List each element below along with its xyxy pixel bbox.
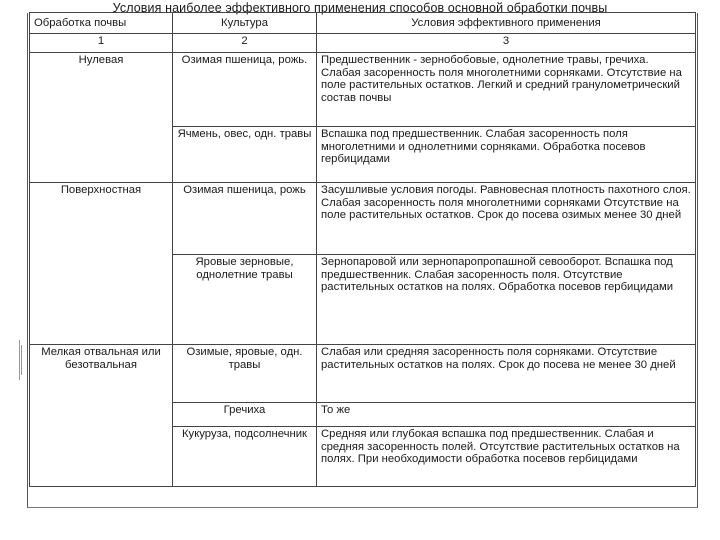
column-number-row: [30, 34, 696, 53]
crop-cell: Озимые, яровые, одн. травы: [173, 345, 317, 403]
crop-cell: Яровые зерновые, однолетние травы: [173, 255, 317, 345]
crop-cell: Гречиха: [173, 403, 317, 427]
crop-cell: Озимая пшеница, рожь.: [173, 53, 317, 127]
column-number: 2: [173, 34, 317, 53]
soil-cell: Мелкая отвальная или безотвальная: [30, 345, 173, 487]
column-number: 1: [30, 34, 173, 53]
conditions-cell: Слабая или средняя засоренность поля сорняками. Отсутствие растительных остатков на полях. Срок до посева не менее 30 дней: [317, 345, 696, 403]
table-row: [30, 53, 696, 127]
header-conditions: Условия эффективного применения: [317, 13, 696, 34]
crop-cell: Кукуруза, подсолнечник: [173, 427, 317, 487]
conditions-cell: Зернопаровой или зернопаропропашной севооборот. Вспашка под предшественник. Слабая засоренность поля. Отсутствие растительных остатков на полях. Обработка посевов гербицидами: [317, 255, 696, 345]
conditions-cell: Вспашка под предшественник. Слабая засоренность поля многолетними и однолетними сорняками. Обработка посевов гербицидами: [317, 127, 696, 183]
soil-cell: Нулевая: [30, 53, 173, 183]
header-row: [30, 13, 696, 34]
scan-mark: [21, 345, 22, 375]
soil-cell: Поверхностная: [30, 183, 173, 345]
header-soil: Обработка почвы: [30, 13, 173, 34]
table-row: [30, 345, 696, 403]
scan-mark: [19, 340, 20, 380]
conditions-cell: Предшественник - зернобобовые, однолетние травы, гречиха. Слабая засоренность поля многолетними сорняками. Отсутствие на поле растительных остатков. Легкий и средний гранулометрический состав почвы: [317, 53, 696, 127]
table-row: [30, 183, 696, 255]
header-crop: Культура: [173, 13, 317, 34]
conditions-cell: То же: [317, 403, 696, 427]
page-title: Условия наиболее эффективного применения способов основной обработки почвы: [112, 1, 608, 15]
crop-cell: Озимая пшеница, рожь: [173, 183, 317, 255]
conditions-cell: Засушливые условия погоды. Равновесная плотность пахотного слоя. Слабая засоренность поля многолетними сорняками Отсутствие на поле растительных остатков. Срок до посева озимых менее 30 дней: [317, 183, 696, 255]
crop-cell: Ячмень, овес, одн. травы: [173, 127, 317, 183]
conditions-cell: Средняя или глубокая вспашка под предшественник. Слабая и средняя засоренность полей. Отсутствие растительных остатков на полях. При необходимости обработка посевов гербицидами: [317, 427, 696, 487]
soil-tillage-table: [29, 12, 696, 487]
column-number: 3: [317, 34, 696, 53]
